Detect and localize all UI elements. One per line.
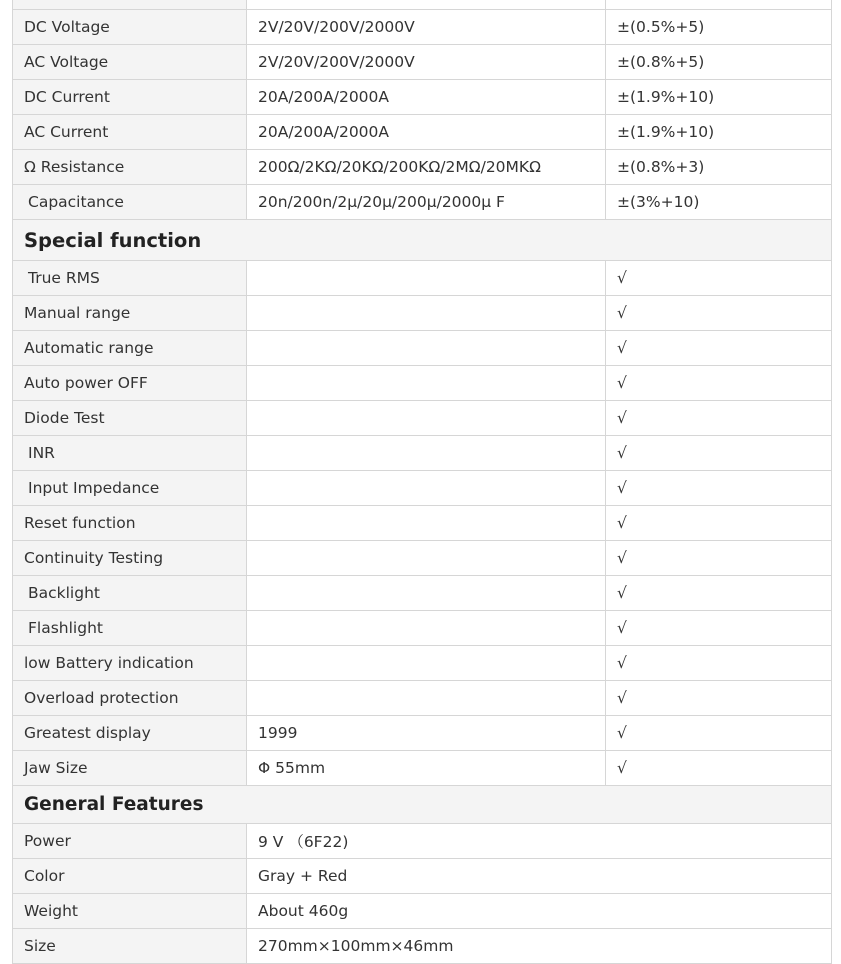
row-label: DC Voltage <box>13 10 247 45</box>
table-row <box>13 576 832 611</box>
row-check: √ <box>606 506 832 541</box>
row-check: √ <box>606 646 832 681</box>
table-row <box>13 471 832 506</box>
row-value <box>247 646 606 681</box>
row-label: Capacitance <box>13 185 247 220</box>
table-row <box>13 331 832 366</box>
row-check: √ <box>606 296 832 331</box>
row-value <box>247 541 606 576</box>
row-label: Power <box>13 824 247 859</box>
row-accuracy: ±(1.9%+10) <box>606 80 832 115</box>
row-check: √ <box>606 331 832 366</box>
row-value <box>247 471 606 506</box>
row-label: Continuity Testing <box>13 541 247 576</box>
table-row <box>13 185 832 220</box>
row-label: Automatic range <box>13 331 247 366</box>
row-label: INR <box>13 436 247 471</box>
table-row <box>13 681 832 716</box>
row-value <box>247 506 606 541</box>
row-value: 1999 <box>247 716 606 751</box>
row-value <box>247 436 606 471</box>
row-value: Φ 55mm <box>247 751 606 786</box>
row-label: Ω Resistance <box>13 150 247 185</box>
row-range: 20A/200A/2000A <box>247 115 606 150</box>
row-accuracy: ±(1.9%+10) <box>606 115 832 150</box>
table-row <box>13 436 832 471</box>
row-label: Reset function <box>13 506 247 541</box>
table-cell <box>13 0 247 10</box>
row-value <box>247 296 606 331</box>
section-header-special <box>13 220 832 261</box>
table-row <box>13 824 832 859</box>
spec-table <box>12 0 832 964</box>
row-value <box>247 331 606 366</box>
row-label: low Battery indication <box>13 646 247 681</box>
row-check: √ <box>606 576 832 611</box>
row-value: About 460g <box>247 894 832 929</box>
row-label: AC Current <box>13 115 247 150</box>
row-check: √ <box>606 261 832 296</box>
table-row <box>13 296 832 331</box>
row-check: √ <box>606 471 832 506</box>
row-range: 2V/20V/200V/2000V <box>247 45 606 80</box>
row-range: 20A/200A/2000A <box>247 80 606 115</box>
row-check: √ <box>606 541 832 576</box>
row-value <box>247 611 606 646</box>
row-label: Weight <box>13 894 247 929</box>
row-label: Overload protection <box>13 681 247 716</box>
row-value: Gray + Red <box>247 859 832 894</box>
row-value <box>247 681 606 716</box>
table-row <box>13 894 832 929</box>
table-row <box>13 80 832 115</box>
row-label: Auto power OFF <box>13 366 247 401</box>
table-row <box>13 150 832 185</box>
table-row <box>13 541 832 576</box>
table-row <box>13 751 832 786</box>
row-label: Flashlight <box>13 611 247 646</box>
row-check: √ <box>606 751 832 786</box>
table-row <box>13 10 832 45</box>
table-row <box>13 115 832 150</box>
row-label: Size <box>13 929 247 964</box>
row-check: √ <box>606 716 832 751</box>
table-row <box>13 45 832 80</box>
table-cell <box>247 0 606 10</box>
row-label: True RMS <box>13 261 247 296</box>
table-row <box>13 261 832 296</box>
row-value: 9 V （6F22) <box>247 824 832 859</box>
table-cell <box>606 0 832 10</box>
row-label: Greatest display <box>13 716 247 751</box>
row-accuracy: ±(0.8%+3) <box>606 150 832 185</box>
row-accuracy: ±(0.8%+5) <box>606 45 832 80</box>
row-label: Jaw Size <box>13 751 247 786</box>
row-label: Color <box>13 859 247 894</box>
row-value <box>247 401 606 436</box>
table-row <box>13 366 832 401</box>
row-label: Input Impedance <box>13 471 247 506</box>
row-label: DC Current <box>13 80 247 115</box>
row-check: √ <box>606 401 832 436</box>
spec-table-wrapper <box>12 0 831 964</box>
row-accuracy: ±(0.5%+5) <box>606 10 832 45</box>
row-check: √ <box>606 436 832 471</box>
row-value <box>247 261 606 296</box>
row-value: 270mm×100mm×46mm <box>247 929 832 964</box>
row-label: Diode Test <box>13 401 247 436</box>
table-row <box>13 401 832 436</box>
table-row <box>13 506 832 541</box>
row-label: AC Voltage <box>13 45 247 80</box>
row-label: Manual range <box>13 296 247 331</box>
row-value <box>247 366 606 401</box>
row-check: √ <box>606 611 832 646</box>
section-title: General Features <box>13 786 832 824</box>
row-value <box>247 576 606 611</box>
row-check: √ <box>606 681 832 716</box>
table-row <box>13 646 832 681</box>
table-row <box>13 716 832 751</box>
row-label: Backlight <box>13 576 247 611</box>
row-range: 200Ω/2KΩ/20KΩ/200KΩ/2MΩ/20MKΩ <box>247 150 606 185</box>
row-range: 2V/20V/200V/2000V <box>247 10 606 45</box>
table-row <box>13 929 832 964</box>
table-row <box>13 859 832 894</box>
section-title: Special function <box>13 220 832 261</box>
table-row <box>13 611 832 646</box>
row-range: 20n/200n/2µ/20µ/200µ/2000µ F <box>247 185 606 220</box>
row-check: √ <box>606 366 832 401</box>
section-header-general <box>13 786 832 824</box>
row-accuracy: ±(3%+10) <box>606 185 832 220</box>
table-row-cut <box>13 0 832 10</box>
